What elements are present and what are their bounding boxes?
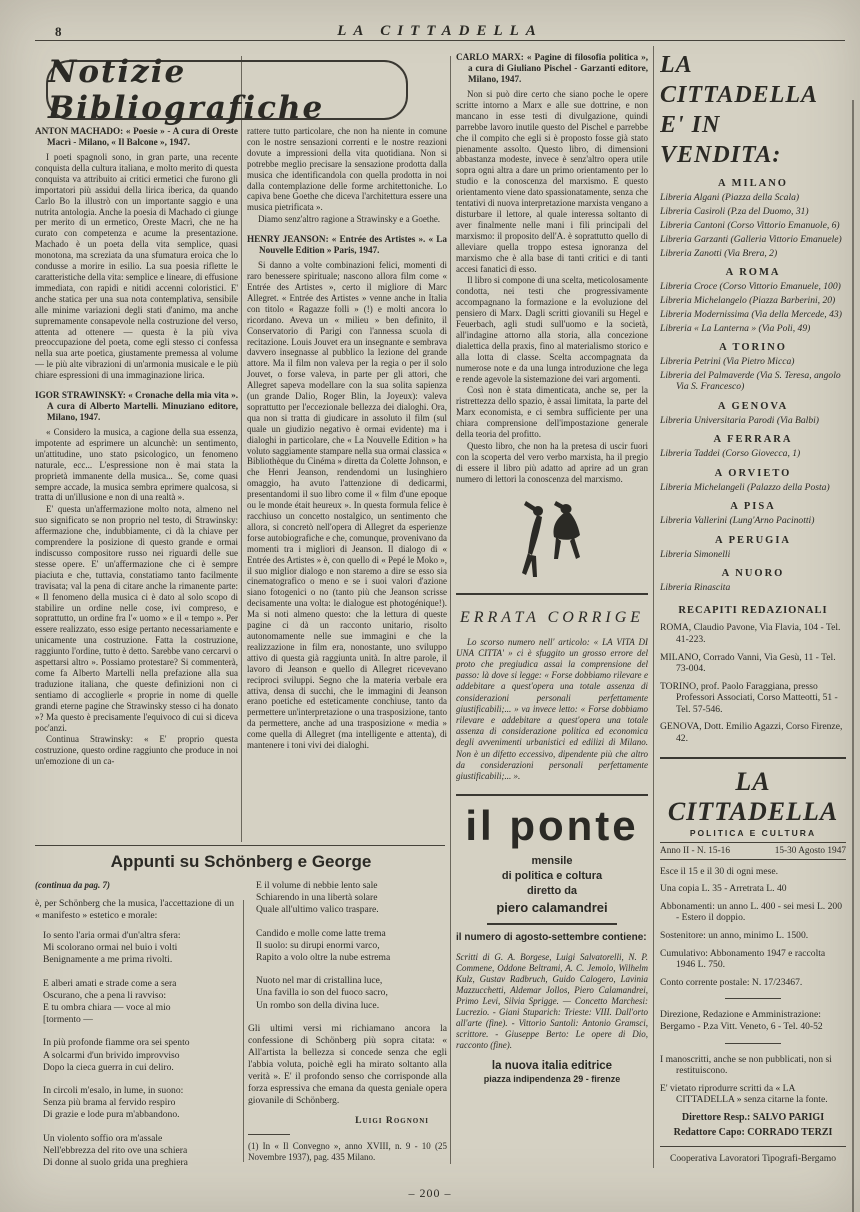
poem-verse: Nuoto nel mar di cristallina luce, Una favilla io son del fuoco sacro, Un rombo son della divina luce. (256, 975, 388, 1011)
city-heading: A MILANO (718, 178, 788, 189)
il-ponte-contents-heading: il numero di agosto-settembre contiene: (456, 932, 647, 944)
vendita-title-line1: LA CITTADELLA (660, 52, 819, 108)
recapito-entry: ROMA, Claudio Pavone, Via Flavia, 104 - Tel. 41-223. (660, 622, 841, 645)
editor-line: Redattore Capo: CORRADO TERZI (673, 1126, 833, 1138)
library-entry: Libreria Casiroli (P.za del Duomo, 31) (660, 205, 809, 217)
article-paragraph: Il libro si compone di una scelta, meticolosamente condotta, nei testi che progressivamente accompagnano la formazione e la evoluzione del pensiero di Marx. Dagli scritti giovanili su Hegel e Feuerbach, agli studi sull'uomo e la società, all'indagine attorno alla storia, alla concezione dialettica della praxis, fino al materialismo storico e alla lotta di classe. Scelta accompagnata da numerose note e da una lunga introduzione che lega e rende agevole la sistemazione dei vari argomenti. (456, 275, 648, 384)
poem-verse: E alberi amati e strade come a sera Oscurano, che a pena li ravviso: E tu ombra chiara — voce al mio [tormento — (43, 977, 177, 1026)
dancers-illustration (504, 499, 600, 583)
masthead-note: I manoscritti, anche se non pubblicati, non si restituiscono. (660, 1053, 832, 1077)
article-paragraph: Questo libro, che non ha la pretesa di uscir fuori con la scoperta del vero verbo marxista, ha il pregio di essere il libro più adatto ad aprire ad un gran numero di lettori la conoscenza del marxismo. (456, 441, 648, 484)
sidebar-rule (653, 46, 654, 1168)
footnote: (1) In « Il Convegno », anno XVIII, n. 9 - 10 (25 Novembre 1937), pag. 435 Milano. (248, 1140, 447, 1162)
article-paragraph: Diamo senz'altro ragione a Strawinsky e a Goethe. (258, 214, 441, 225)
il-ponte-rule (487, 923, 617, 925)
library-entry: Libreria Michelangeli (Palazzo della Posta) (660, 481, 830, 493)
masthead-info-line: Una copia L. 35 - Arretrata L. 40 (660, 883, 787, 895)
library-entry: Libreria Zanotti (Via Brera, 2) (660, 247, 778, 259)
library-entry: Libreria Modernissima (Via della Mercede, 43) (660, 308, 842, 320)
library-entry: Libreria Simonelli (660, 548, 731, 560)
article-heading-marx: CARLO MARX: « Pagine di filosofia politica », a cura di Giuliano Pischel - Garzanti editore, Milano, 1947. (456, 52, 648, 84)
il-ponte-subtitle: di politica e coltura (501, 870, 603, 883)
article-paragraph: rattere tutto particolare, che non ha niente in comune con le nostre sensazioni correnti e le nostre reazioni dovute a impressioni della vita quotidiana. Non si potrebbe meglio precisare la sensazione prodotta dalla musica che identificandola con quella prodotta in noi dalla contemplazione delle forme architettoniche. Lo capiva bene Goethe che diceva l'architettura essere una musica pietrificata ». (247, 126, 447, 213)
library-entry: Libreria Rinascita (660, 581, 731, 593)
printer-line: Cooperativa Lavoratori Tipografi-Bergamo (660, 1146, 846, 1164)
city-heading: A TORINO (719, 342, 787, 354)
masthead-info-line: Esce il 15 e il 30 di ogni mese. (660, 865, 779, 877)
masthead-info-line: Abbonamenti: un anno L. 400 - sei mesi L. 200 - Estero il doppio. (660, 900, 842, 924)
errata-body: Lo scorso numero nell' articolo: « LA VITA DI UNA CITTA' » ci è sfuggito un grosso errore del proto che pregiudica assai la comprensione del passo: là dove si legge: « Forse dobbiamo rilevare e addebitare a quest'opera una totale assenza di considerazioni personali perfettamente giustificabili;... » va invece letto: « Forse dobbiamo rilevare e addebitare a quest'opera una totale assenza di considerazione politica ed economica degli avvenimenti urbanistici ed edilizi di Milano. Non è un difetto eccessivo, dipendente più che altro da considerazioni personali perfettamente giustificabili;... ». (456, 636, 648, 782)
city-heading: A PISA (730, 501, 776, 513)
library-entry: Libreria Croce (Corso Vittorio Emanuele, 100) (660, 281, 841, 293)
masthead-box-subtitle: POLITICA E CULTURA (689, 827, 817, 838)
library-entry: Libreria Cantoni (Corso Vittorio Emanuole, 6) (660, 219, 840, 231)
errata-corrige-title: ERRATA CORRIGE (459, 608, 645, 626)
masthead-note: E' vietato riprodurre scritti da « LA CITTADELLA » senza citarne la fonte. (660, 1082, 828, 1106)
article-heading-jeanson: HENRY JEANSON: « Entrée des Artistes ». « La Nouvelle Edition » Paris, 1947. (247, 234, 447, 256)
scan-edge-line (852, 100, 854, 1212)
poem-verse: Un violento soffio ora m'assale Nell'ebbrezza del rito ove una schiera Di donne al suolo grida una preghiera (43, 1132, 188, 1169)
library-entry: Libreria Vallerini (Lung'Arno Pacinotti) (660, 515, 815, 527)
column-3 (456, 52, 648, 1182)
library-entry: Libreria Garzanti (Galleria Vittorio Emanuele) (660, 233, 842, 245)
library-entry: Libreria Michelangelo (Piazza Barberini, 20) (660, 294, 836, 306)
il-ponte-contents: Scritti di G. A. Borgese, Luigi Salvatorelli, N. P. Commene, Oddone Beltrami, A. C. Jemolo, Wilhelm Kulz, Gustav Radbruch, Guido Calogero, Lavinia Mazzucchetti, Aldemar Jollos, Piero Calamandrei, Primo Levi, Silvia Sprigge. — Concetto Marchesi: Lucrezio. - Giani Stuparich: Trieste: VIII. Dall'orto all'arte (fine). - Vittorio Santoli: Antonio Gramsci, scrittore. - Giuseppe Berto: Le opere di Dio, racconto (fine). (456, 952, 648, 1051)
appunti-right-column (248, 880, 447, 1180)
il-ponte-director: piero calamandrei (496, 900, 608, 916)
library-entry: Libreria del Palmaverde (Via S. Teresa, angolo Via S. Francesco) (660, 370, 841, 393)
header-rule (35, 40, 845, 41)
appunti-title: Appunti su Schönberg e George (110, 852, 372, 871)
article-heading-machado: ANTON MACHADO: « Poesie » - A cura di Oreste Macrì - Milano, « Il Balcone », 1947. (35, 126, 238, 147)
library-entry: Libreria « La Lanterna » (Via Poli, 49) (660, 322, 811, 334)
poem-verse: E il volume di nebbie lento sale Schiarendo in una libertà solare Quale all'ultimo valico traspare. (256, 880, 379, 916)
article-paragraph: Non si può dire certo che siano poche le opere scritte intorno a Marx e alle sue dottrine, e non mancano in esse testi di divulgazione, quindi parrebbe lavoro inutile questo del Pischel e parrebbe che il compito che egli si è proposto fosse già stato pienamente assolto. Questo libro, di dimensioni abbastanza modeste, invece è senz'altro opera utile sopra ogni altra a dare un primo orientamento per lo studio e la conoscenza del marxismo. E questo orientamento viene dato spassionatamente, senza che tentativi di nuova interpretazione marxista vengano a disturbare il lettore, al quale interessa soltanto di aver finalmente nelle mani i fili principali del marxismo: il proposito dell'A. è soprattutto quello di alleviare quella troppo estesa ignoranza del marxismo che è alla base di tanti critici e di tanti accesi fanatici di esso. (456, 89, 648, 274)
article-paragraph: Così non è stata dimenticata, anche se, per la ristrettezza dello spazio, è assai limitata, la parte del Marx economista, e ci sembra sufficiente per una chiara comprensione dell'impostazione generale della teoria del profitto. (456, 385, 648, 440)
footnote-rule (248, 1134, 290, 1135)
vendita-title-line2: E' IN VENDITA: (660, 112, 782, 168)
page-number: 8 (55, 24, 62, 39)
article-paragraph: E' questa un'affermazione molto nota, almeno nel suo significato se non proprio nel testo, di Strawinsky: affermazione che, indubbiamente, ci dà la chiave per comprendere la posizione di questo grande e ormai indiscusso compositore russo nei riguardi delle sue stesse opere. E' un'affermazione che ci è sempre piaciuta e che, tuttavia, constatiamo tanto facilmente travisata; val la pena di citare anche la rimanente parte: « Il fenomeno della musica ci è dato al solo scopo di stabilire un ordine nelle cose, ivi compreso, e soprattutto, un ordine fra l'« uomo » e il « tempo ». Per essere realizzato, esso esige pertanto necessariamente e unicamente una costruzione. Fatta la costruzione, raggiunto l'ordine, tutto è detto. Sarebbe vano cercarvi o aspettarsi altro ». Possiamo protestare? Si commenterà, come fa Alberto Martelli nella prefazione alla sua traduzione italiana, che queste definizioni non ci sentiamo di accoglierle « proprie in nome di quelle grandi eterne pagine che Strawinsky stesso ci ha donato »? Ma questo è precisamente l'equivoco di cui si diceva poc'anzi. (35, 504, 238, 733)
notizie-bibliografiche-box (46, 54, 408, 126)
city-heading: A ROMA (725, 267, 781, 279)
il-ponte-subtitle: mensile (531, 855, 573, 868)
article-paragraph: Continua Strawinsky: « E' proprio questa costruzione, questo ordine raggiunto che produce in noi un'emozione di un ca- (35, 734, 238, 767)
city-heading: A ORVIETO (714, 467, 792, 479)
issue-line (660, 842, 846, 860)
continua-note: (continua da pag. 7) (35, 880, 111, 890)
recapito-entry: MILANO, Corrado Vanni, Via Gesù, 11 - Tel. 73-004. (660, 651, 836, 675)
poem-verse: Candido e molle come latte trema Il suolo: su dirupi enormi varco, Rapito a volo oltre la nube estrema (256, 927, 391, 964)
appunti-left-column (35, 880, 234, 1180)
director-line: Direttore Resp.: SALVO PARIGI (681, 1111, 825, 1123)
poem-verse: In circoli m'esalo, in lume, in suono: Senza più brama al fervido respiro Di grazie e lode pura m'abbandono. (43, 1085, 184, 1121)
errata-top-rule (456, 593, 648, 595)
issue-date: 15-30 Agosto 1947 (774, 845, 846, 856)
masthead-info-line: Cumulativo: Abbonamento 1947 e raccolta 1946 L. 750. (660, 947, 826, 971)
masthead-box-title: LA CITTADELLA (667, 766, 839, 826)
il-ponte-address: piazza indipendenza 29 - firenze (483, 1074, 621, 1085)
recapito-entry: TORINO, prof. Paolo Faraggiana, presso Professori Associati, Corso Matteotti, 51 - Tel. 57-546. (660, 680, 838, 715)
library-entry: Libreria Taddei (Corso Giovecca, 1) (660, 448, 801, 460)
issue-number: Anno II - N. 15-16 (660, 845, 730, 856)
poem-verse: In più profonde fiamme ora sei spento A solcarmi d'un brivido improvviso Dopo la cieca guerra in cui deliro. (43, 1037, 190, 1073)
appunti-paragraph: Gli ultimi versi mi richiamano ancora la confessione di Schönberg più sopra citata: « All'artista la bellezza si concede senza che egli l'abbia voluta, poichè egli ha mirato soltanto alla verità ». E' il profondo senso che corrisponde alla forza espressiva che emana da questa geniale opera giovanile di Schönberg. (248, 1022, 447, 1106)
il-ponte-ad (456, 794, 648, 1084)
library-entry: Libreria Algani (Piazza della Scala) (660, 192, 800, 203)
poem-verse: Io sento l'aria ormai d'un'altra sfera: Mi scolorano ormai nel buio i volti Benignamente a me prima rivolti. (43, 930, 181, 966)
city-heading: A NUORO (721, 567, 785, 579)
column-rule-2 (450, 56, 451, 1164)
short-divider (725, 1043, 781, 1044)
library-entry: Libreria Petrini (Via Pietro Micca) (660, 356, 795, 368)
sidebar (660, 50, 846, 1180)
masthead-title: LA CITTADELLA (337, 23, 543, 39)
footer-page-number: – 200 – (408, 1186, 452, 1200)
short-divider (725, 998, 781, 999)
recapiti-title: RECAPITI REDAZIONALI (678, 605, 828, 617)
section-title: Notizie Bibliografiche (48, 54, 325, 126)
il-ponte-publisher: la nuova italia editrice (491, 1060, 613, 1073)
direzione-address: Direzione, Redazione e Amministrazione: Bergamo - P.za Vitt. Veneto, 6 - Tel. 40-52 (660, 1009, 823, 1032)
appunti-paragraph: è, per Schönberg che la musica, l'accettazione di un « manifesto » estetico e morale: (35, 898, 234, 921)
city-heading: A GENOVA (717, 400, 789, 412)
il-ponte-title: il ponte (465, 802, 639, 850)
il-ponte-subtitle: diretto da (526, 885, 578, 898)
masthead-box-rule (660, 757, 846, 759)
article-paragraph: Si danno a volte combinazioni felici, momenti di raro benessere spirituale; nascono allora film come « Entrée des Artistes », certo il migliore di Marc Allegret. « Entrée des Artistes » venne anche in Italia con titolo « Ragazze folli » (!) e molti ancora lo ricordano. Aveva un « milieu » ben definito, il Conservatorio di Parigi con l'annessa scuola di recitazione. Louis Jouvet era un insegnante e sembrava davvero insegnasse al pubblico la lezione del grande attore. Ma il film non valeva per la regia o per il solo Jouvet, o forse valeva, in parte per gli attori, che Allegret sapeva modellare con la sua solita sapienza (un grande Dalio, Roger Blin, la Joyeux): valeva soprattutto per l'eccezionale bellezza dei dialoghi. Ora, qua non si tratta di giudicare in assoluto il film (sul quale un giudizio negativo è ormai evidente) ma i dialoghi in particolare, che « La Nouvelle Edition » ha voluto saggiamente stampare nella sua ormai classica « Bibliothèque du Cinéma » diretta da Colette Johnson, e che Henri Jeanson, rendendomi un lusinghiero omaggio, ha avuto l'attenzione di dedicarmi, presentandomi il suo libro come il « film d'une epoque ou le monde était heureux ». In questa formula felice è racchiuso un concetto nostalgico, un sentimento che allora, si concretò nell'opera di Allegret da esperienze forse autobiografiche e che, comunque, provenivano da momenti tra i migliori di Jeanson. Il dialogo di « Entrée des Artistes » è, con quello di « Pepé le Moko », il suo miglior dialogo e non staremo a dire se esso sia cinematografico o meno e se i suoi valori d'azione siano fotogenici o no (tanto più che Jeanson scrisse decisamente una volta: le dialogue est photogénique!). Ma si noti almeno questo: che la lettura di queste pagine ci dà un racconto unitario, risolto autonomamente nelle sue immagini e che la realizzazione in film era, nonostante, uno sviluppo attivo di questa già raggiunta unità. In altre parole, il lavoro di Jeanson e quello di Allegret ricevevano reciproci sviluppi. Segno che la materia verbale era attiva, densa di succhi, che le immagini di Jeanson erano poetiche ed esteticamente conchiuse, tanto da permettere un'interpretazione o una trasposizione, tanto da permettere, anche ad una trasposizione « media » come quella di Allegret (ma intelligente e attenta), di mantenere i toni vivi dei dialoghi. (247, 260, 447, 751)
column-2 (247, 126, 447, 848)
article-paragraph: I poeti spagnoli sono, in gran parte, una recente conquista della cultura italiana, e molto merito di questa conquista va attribuito ai critici ermetici che furono gli importatori più assidui della lirica iberica, da quando Carlo Bo la illustrò con un importante saggio e una nutrita antologia. Anche la poesia di Machado ci giunge per merito di un ermetico, Oreste Macrì, che ne ha curato con competenza e acume la presentazione. Machado è un poeta della vita semplice, quasi monotona, ma screziata da una sfumatura eroica che lo condusse a morire in esilio. La sua poesia riflette le caratteristiche della vita: semplice e lineare, di effusione immediata, con rapidi e nitidi accenni coloristici. E' anche statica per una sua nota contemplativa, sensibile alle minime variazioni degli stati d'animo, ma anche supremamente consapevole nella costruzione del verso, attenta ad ottenere — questa è la più viva preoccupazione del poeta, come egli stesso ci confessa nella sua arte poetica, giustamente premessa al volume — le più alte vibrazioni di un'armonia musicale e le più chiare espressioni di una immaginazione lirica. (35, 152, 238, 381)
author-signature: Luigi Rognoni (355, 1114, 429, 1126)
appunti-section (35, 850, 447, 1185)
city-heading: A FERRARA (713, 434, 793, 446)
library-entry: Libreria Universitaria Parodi (Via Balbi) (660, 414, 819, 426)
column-1 (35, 126, 238, 848)
column-rule-1 (241, 56, 242, 842)
article-paragraph: « Considero la musica, a cagione della sua essenza, impotente ad esprimere un alcunchè: un sentimento, un'attitudine, uno stato psicologico, un fenomeno naturale, ecc... L'espressione non è mai stata la proprietà immanente della musica... Se, come quasi sempre accade, la musica sembra eprimere qualcosa, si tratta di un'illusione e non di una realtà ». (35, 427, 238, 503)
masthead-info-line: Sostenitore: un anno, minimo L. 1500. (660, 930, 809, 942)
recapito-entry: GENOVA, Dott. Emilio Agazzi, Corso Firenze, 42. (660, 721, 843, 745)
city-heading: A PERUGIA (714, 534, 792, 546)
masthead-info-line: Conto corrente postale: N. 17/23467. (660, 976, 803, 988)
article-heading-strawinsky: IGOR STRAWINSKY: « Cronache della mia vita ». A cura di Alberto Martelli. Minuziano editore, Milano, 1947. (35, 390, 238, 423)
